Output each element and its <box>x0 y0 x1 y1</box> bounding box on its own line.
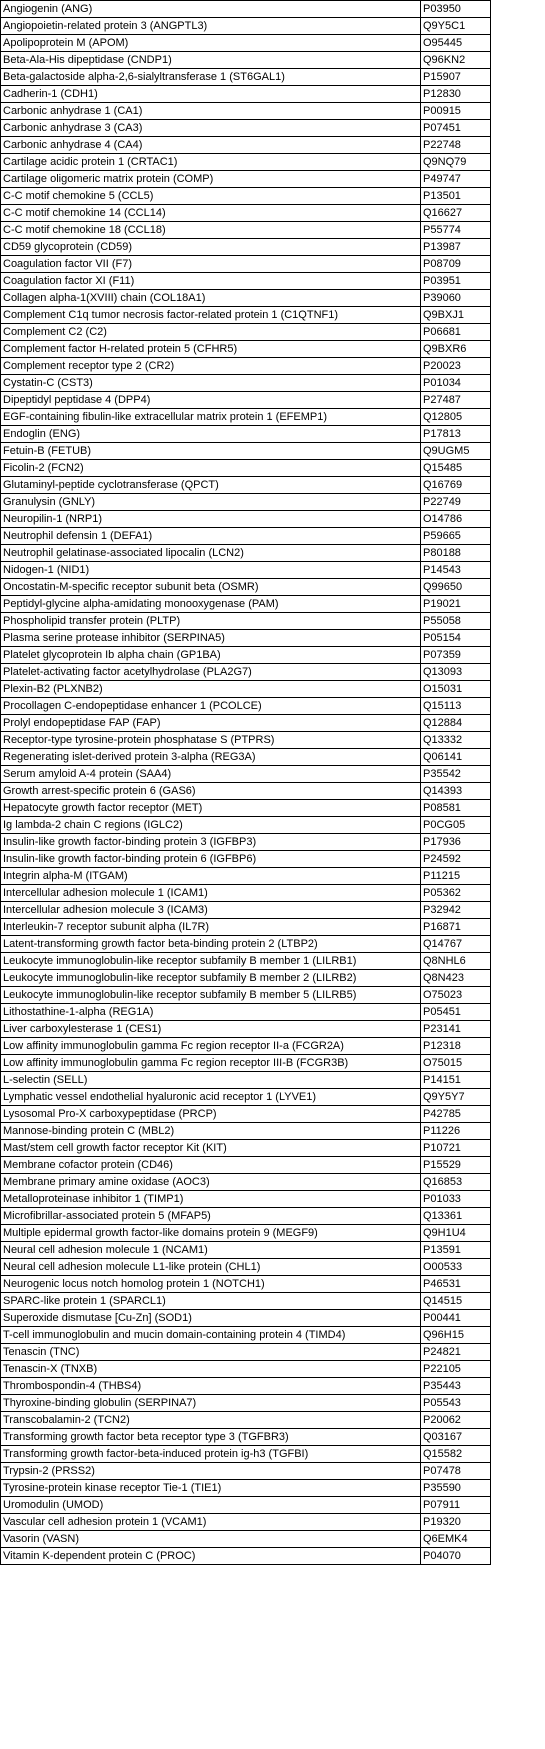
table-row <box>1 1497 491 1514</box>
protein-name-cell: Superoxide dismutase [Cu-Zn] (SOD1) <box>1 1310 421 1327</box>
protein-name-cell: Angiopoietin-related protein 3 (ANGPTL3) <box>1 18 421 35</box>
table-row <box>1 613 491 630</box>
protein-name-cell: Nidogen-1 (NID1) <box>1 562 421 579</box>
protein-name-cell: Phospholipid transfer protein (PLTP) <box>1 613 421 630</box>
table-row <box>1 1021 491 1038</box>
table-row <box>1 35 491 52</box>
protein-name-cell: Transforming growth factor-beta-induced protein ig-h3 (TGFBI) <box>1 1446 421 1463</box>
protein-name-cell: C-C motif chemokine 14 (CCL14) <box>1 205 421 222</box>
table-row <box>1 171 491 188</box>
table-row <box>1 426 491 443</box>
uniprot-id-cell: P22748 <box>421 137 491 154</box>
protein-name-cell: Cystatin-C (CST3) <box>1 375 421 392</box>
table-row <box>1 1259 491 1276</box>
uniprot-id-cell: P08581 <box>421 800 491 817</box>
protein-name-cell: Granulysin (GNLY) <box>1 494 421 511</box>
table-row <box>1 1293 491 1310</box>
table-row <box>1 409 491 426</box>
protein-name-cell: Procollagen C-endopeptidase enhancer 1 (PCOLCE) <box>1 698 421 715</box>
table-row <box>1 1429 491 1446</box>
protein-name-cell: Tenascin-X (TNXB) <box>1 1361 421 1378</box>
table-row <box>1 1531 491 1548</box>
table-row <box>1 817 491 834</box>
uniprot-id-cell: P49747 <box>421 171 491 188</box>
protein-name-cell: Mast/stem cell growth factor receptor Kit (KIT) <box>1 1140 421 1157</box>
protein-name-cell: Cartilage acidic protein 1 (CRTAC1) <box>1 154 421 171</box>
protein-name-cell: Mannose-binding protein C (MBL2) <box>1 1123 421 1140</box>
table-row <box>1 1072 491 1089</box>
uniprot-id-cell: P16871 <box>421 919 491 936</box>
table-row <box>1 205 491 222</box>
uniprot-id-cell: Q9H1U4 <box>421 1225 491 1242</box>
uniprot-id-cell: Q12805 <box>421 409 491 426</box>
uniprot-id-cell: P06681 <box>421 324 491 341</box>
table-row <box>1 1191 491 1208</box>
protein-name-cell: Serum amyloid A-4 protein (SAA4) <box>1 766 421 783</box>
table-row <box>1 1378 491 1395</box>
table-row <box>1 1004 491 1021</box>
uniprot-id-cell: Q9BXJ1 <box>421 307 491 324</box>
table-row <box>1 443 491 460</box>
protein-name-cell: Leukocyte immunoglobulin-like receptor subfamily B member 2 (LILRB2) <box>1 970 421 987</box>
uniprot-id-cell: Q8NHL6 <box>421 953 491 970</box>
uniprot-id-cell: O15031 <box>421 681 491 698</box>
uniprot-id-cell: P00441 <box>421 1310 491 1327</box>
table-row <box>1 222 491 239</box>
protein-name-cell: C-C motif chemokine 5 (CCL5) <box>1 188 421 205</box>
table-row <box>1 188 491 205</box>
table-row <box>1 137 491 154</box>
protein-name-cell: EGF-containing fibulin-like extracellular matrix protein 1 (EFEMP1) <box>1 409 421 426</box>
protein-name-cell: Thrombospondin-4 (THBS4) <box>1 1378 421 1395</box>
table-row <box>1 1106 491 1123</box>
uniprot-id-cell: Q12884 <box>421 715 491 732</box>
uniprot-id-cell: P07359 <box>421 647 491 664</box>
uniprot-id-cell: P17813 <box>421 426 491 443</box>
table-row <box>1 1463 491 1480</box>
protein-name-cell: Membrane cofactor protein (CD46) <box>1 1157 421 1174</box>
table-row <box>1 324 491 341</box>
uniprot-id-cell: Q9Y5C1 <box>421 18 491 35</box>
table-row <box>1 528 491 545</box>
uniprot-id-cell: Q16853 <box>421 1174 491 1191</box>
table-row <box>1 460 491 477</box>
protein-name-cell: Vasorin (VASN) <box>1 1531 421 1548</box>
table-row <box>1 69 491 86</box>
table-row <box>1 834 491 851</box>
uniprot-id-cell: P55774 <box>421 222 491 239</box>
protein-name-cell: Lithostathine-1-alpha (REG1A) <box>1 1004 421 1021</box>
protein-name-cell: Integrin alpha-M (ITGAM) <box>1 868 421 885</box>
protein-name-cell: Leukocyte immunoglobulin-like receptor subfamily B member 5 (LILRB5) <box>1 987 421 1004</box>
protein-name-cell: Angiogenin (ANG) <box>1 1 421 18</box>
table-row <box>1 800 491 817</box>
table-row <box>1 1089 491 1106</box>
table-row <box>1 307 491 324</box>
protein-name-cell: Plasma serine protease inhibitor (SERPINA5) <box>1 630 421 647</box>
table-row <box>1 1 491 18</box>
table-row <box>1 86 491 103</box>
uniprot-id-cell: O00533 <box>421 1259 491 1276</box>
uniprot-id-cell: P80188 <box>421 545 491 562</box>
uniprot-id-cell: Q03167 <box>421 1429 491 1446</box>
uniprot-id-cell: P07911 <box>421 1497 491 1514</box>
uniprot-id-cell: Q9NQ79 <box>421 154 491 171</box>
uniprot-id-cell: P05154 <box>421 630 491 647</box>
uniprot-id-cell: P22105 <box>421 1361 491 1378</box>
protein-name-cell: Lysosomal Pro-X carboxypeptidase (PRCP) <box>1 1106 421 1123</box>
uniprot-id-cell: Q16769 <box>421 477 491 494</box>
uniprot-id-cell: P13987 <box>421 239 491 256</box>
table-row <box>1 851 491 868</box>
uniprot-id-cell: Q9Y5Y7 <box>421 1089 491 1106</box>
uniprot-id-cell: O75023 <box>421 987 491 1004</box>
protein-name-cell: Lymphatic vessel endothelial hyaluronic acid receptor 1 (LYVE1) <box>1 1089 421 1106</box>
protein-name-cell: Complement C1q tumor necrosis factor-related protein 1 (C1QTNF1) <box>1 307 421 324</box>
protein-name-cell: Apolipoprotein M (APOM) <box>1 35 421 52</box>
uniprot-id-cell: P13501 <box>421 188 491 205</box>
table-row <box>1 1225 491 1242</box>
protein-name-cell: Low affinity immunoglobulin gamma Fc region receptor III-B (FCGR3B) <box>1 1055 421 1072</box>
uniprot-id-cell: Q9BXR6 <box>421 341 491 358</box>
uniprot-id-cell: P04070 <box>421 1548 491 1565</box>
uniprot-id-cell: Q15485 <box>421 460 491 477</box>
uniprot-id-cell: Q06141 <box>421 749 491 766</box>
table-row <box>1 256 491 273</box>
table-row <box>1 1344 491 1361</box>
protein-name-cell: SPARC-like protein 1 (SPARCL1) <box>1 1293 421 1310</box>
protein-name-cell: Latent-transforming growth factor beta-binding protein 2 (LTBP2) <box>1 936 421 953</box>
uniprot-id-cell: P15529 <box>421 1157 491 1174</box>
protein-name-cell: Growth arrest-specific protein 6 (GAS6) <box>1 783 421 800</box>
protein-name-cell: Platelet-activating factor acetylhydrolase (PLA2G7) <box>1 664 421 681</box>
uniprot-id-cell: Q9UGM5 <box>421 443 491 460</box>
table-row <box>1 783 491 800</box>
uniprot-id-cell: P32942 <box>421 902 491 919</box>
protein-name-cell: Low affinity immunoglobulin gamma Fc region receptor II-a (FCGR2A) <box>1 1038 421 1055</box>
table-row <box>1 120 491 137</box>
protein-name-cell: Coagulation factor VII (F7) <box>1 256 421 273</box>
uniprot-id-cell: P20062 <box>421 1412 491 1429</box>
uniprot-id-cell: P10721 <box>421 1140 491 1157</box>
protein-name-cell: Insulin-like growth factor-binding protein 6 (IGFBP6) <box>1 851 421 868</box>
table-row <box>1 1548 491 1565</box>
protein-name-cell: Dipeptidyl peptidase 4 (DPP4) <box>1 392 421 409</box>
table-row <box>1 273 491 290</box>
protein-name-cell: T-cell immunoglobulin and mucin domain-containing protein 4 (TIMD4) <box>1 1327 421 1344</box>
uniprot-id-cell: O95445 <box>421 35 491 52</box>
table-row <box>1 1327 491 1344</box>
uniprot-id-cell: P11226 <box>421 1123 491 1140</box>
table-row <box>1 545 491 562</box>
uniprot-id-cell: P19021 <box>421 596 491 613</box>
table-row <box>1 919 491 936</box>
uniprot-id-cell: P12318 <box>421 1038 491 1055</box>
uniprot-id-cell: P12830 <box>421 86 491 103</box>
uniprot-id-cell: P35542 <box>421 766 491 783</box>
protein-name-cell: Insulin-like growth factor-binding protein 3 (IGFBP3) <box>1 834 421 851</box>
table-row <box>1 494 491 511</box>
table-row <box>1 1276 491 1293</box>
protein-name-cell: Interleukin-7 receptor subunit alpha (IL7R) <box>1 919 421 936</box>
uniprot-id-cell: P39060 <box>421 290 491 307</box>
uniprot-id-cell: P07478 <box>421 1463 491 1480</box>
protein-name-cell: Oncostatin-M-specific receptor subunit beta (OSMR) <box>1 579 421 596</box>
table-row <box>1 579 491 596</box>
table-row <box>1 1242 491 1259</box>
uniprot-id-cell: Q13361 <box>421 1208 491 1225</box>
table-row <box>1 358 491 375</box>
table-row <box>1 18 491 35</box>
table-row <box>1 749 491 766</box>
protein-name-cell: Transcobalamin-2 (TCN2) <box>1 1412 421 1429</box>
uniprot-id-cell: P17936 <box>421 834 491 851</box>
protein-name-cell: Regenerating islet-derived protein 3-alpha (REG3A) <box>1 749 421 766</box>
table-row <box>1 375 491 392</box>
uniprot-id-cell: Q14515 <box>421 1293 491 1310</box>
uniprot-id-cell: Q16627 <box>421 205 491 222</box>
table-row <box>1 1038 491 1055</box>
uniprot-id-cell: Q15582 <box>421 1446 491 1463</box>
uniprot-id-cell: Q15113 <box>421 698 491 715</box>
protein-name-cell: Glutaminyl-peptide cyclotransferase (QPCT) <box>1 477 421 494</box>
uniprot-id-cell: P07451 <box>421 120 491 137</box>
table-row <box>1 647 491 664</box>
uniprot-id-cell: Q6EMK4 <box>421 1531 491 1548</box>
protein-name-cell: Neuropilin-1 (NRP1) <box>1 511 421 528</box>
protein-name-cell: Ig lambda-2 chain C regions (IGLC2) <box>1 817 421 834</box>
protein-name-cell: Complement receptor type 2 (CR2) <box>1 358 421 375</box>
uniprot-id-cell: Q8N423 <box>421 970 491 987</box>
uniprot-id-cell: Q99650 <box>421 579 491 596</box>
protein-name-cell: Uromodulin (UMOD) <box>1 1497 421 1514</box>
table-row <box>1 936 491 953</box>
table-row <box>1 477 491 494</box>
table-row <box>1 511 491 528</box>
table-row <box>1 766 491 783</box>
table-row <box>1 732 491 749</box>
uniprot-id-cell: P11215 <box>421 868 491 885</box>
uniprot-id-cell: O75015 <box>421 1055 491 1072</box>
uniprot-id-cell: P05362 <box>421 885 491 902</box>
protein-name-cell: Plexin-B2 (PLXNB2) <box>1 681 421 698</box>
uniprot-id-cell: O14786 <box>421 511 491 528</box>
uniprot-id-cell: P59665 <box>421 528 491 545</box>
uniprot-id-cell: P01034 <box>421 375 491 392</box>
protein-name-cell: Cadherin-1 (CDH1) <box>1 86 421 103</box>
table-row <box>1 970 491 987</box>
protein-name-cell: Prolyl endopeptidase FAP (FAP) <box>1 715 421 732</box>
uniprot-id-cell: P08709 <box>421 256 491 273</box>
uniprot-id-cell: P05543 <box>421 1395 491 1412</box>
uniprot-id-cell: Q96H15 <box>421 1327 491 1344</box>
protein-name-cell: C-C motif chemokine 18 (CCL18) <box>1 222 421 239</box>
uniprot-id-cell: P01033 <box>421 1191 491 1208</box>
protein-name-cell: Vascular cell adhesion protein 1 (VCAM1) <box>1 1514 421 1531</box>
protein-table-body <box>1 1 491 1565</box>
protein-name-cell: Ficolin-2 (FCN2) <box>1 460 421 477</box>
protein-name-cell: Neural cell adhesion molecule 1 (NCAM1) <box>1 1242 421 1259</box>
protein-name-cell: Collagen alpha-1(XVIII) chain (COL18A1) <box>1 290 421 307</box>
uniprot-id-cell: P42785 <box>421 1106 491 1123</box>
protein-name-cell: Membrane primary amine oxidase (AOC3) <box>1 1174 421 1191</box>
protein-name-cell: Carbonic anhydrase 1 (CA1) <box>1 103 421 120</box>
protein-name-cell: Metalloproteinase inhibitor 1 (TIMP1) <box>1 1191 421 1208</box>
protein-name-cell: Intercellular adhesion molecule 3 (ICAM3) <box>1 902 421 919</box>
table-row <box>1 1480 491 1497</box>
table-row <box>1 987 491 1004</box>
table-row <box>1 290 491 307</box>
uniprot-id-cell: P14151 <box>421 1072 491 1089</box>
protein-name-cell: Neutrophil defensin 1 (DEFA1) <box>1 528 421 545</box>
protein-name-cell: Neutrophil gelatinase-associated lipocalin (LCN2) <box>1 545 421 562</box>
uniprot-id-cell: P20023 <box>421 358 491 375</box>
table-row <box>1 698 491 715</box>
table-row <box>1 1361 491 1378</box>
protein-name-cell: Endoglin (ENG) <box>1 426 421 443</box>
protein-name-cell: Leukocyte immunoglobulin-like receptor subfamily B member 1 (LILRB1) <box>1 953 421 970</box>
table-row <box>1 1140 491 1157</box>
uniprot-id-cell: P24821 <box>421 1344 491 1361</box>
table-row <box>1 1310 491 1327</box>
protein-name-cell: Tyrosine-protein kinase receptor Tie-1 (TIE1) <box>1 1480 421 1497</box>
table-row <box>1 1157 491 1174</box>
protein-name-cell: Receptor-type tyrosine-protein phosphatase S (PTPRS) <box>1 732 421 749</box>
table-row <box>1 1174 491 1191</box>
uniprot-id-cell: P46531 <box>421 1276 491 1293</box>
uniprot-id-cell: Q96KN2 <box>421 52 491 69</box>
table-row <box>1 1395 491 1412</box>
protein-name-cell: CD59 glycoprotein (CD59) <box>1 239 421 256</box>
table-row <box>1 239 491 256</box>
uniprot-id-cell: P03950 <box>421 1 491 18</box>
table-row <box>1 596 491 613</box>
table-row <box>1 1055 491 1072</box>
uniprot-id-cell: P19320 <box>421 1514 491 1531</box>
protein-name-cell: Multiple epidermal growth factor-like domains protein 9 (MEGF9) <box>1 1225 421 1242</box>
protein-name-cell: Intercellular adhesion molecule 1 (ICAM1) <box>1 885 421 902</box>
protein-name-cell: Hepatocyte growth factor receptor (MET) <box>1 800 421 817</box>
protein-name-cell: Coagulation factor XI (F11) <box>1 273 421 290</box>
protein-name-cell: Vitamin K-dependent protein C (PROC) <box>1 1548 421 1565</box>
uniprot-id-cell: P22749 <box>421 494 491 511</box>
uniprot-id-cell: Q13093 <box>421 664 491 681</box>
table-row <box>1 630 491 647</box>
uniprot-id-cell: P05451 <box>421 1004 491 1021</box>
protein-name-cell: L-selectin (SELL) <box>1 1072 421 1089</box>
protein-name-cell: Platelet glycoprotein Ib alpha chain (GP1BA) <box>1 647 421 664</box>
table-row <box>1 902 491 919</box>
protein-name-cell: Beta-Ala-His dipeptidase (CNDP1) <box>1 52 421 69</box>
table-row <box>1 562 491 579</box>
table-row <box>1 52 491 69</box>
uniprot-id-cell: P27487 <box>421 392 491 409</box>
protein-name-cell: Neurogenic locus notch homolog protein 1 (NOTCH1) <box>1 1276 421 1293</box>
uniprot-id-cell: P55058 <box>421 613 491 630</box>
uniprot-id-cell: P13591 <box>421 1242 491 1259</box>
uniprot-id-cell: P23141 <box>421 1021 491 1038</box>
protein-name-cell: Carbonic anhydrase 3 (CA3) <box>1 120 421 137</box>
uniprot-id-cell: Q14767 <box>421 936 491 953</box>
protein-name-cell: Transforming growth factor beta receptor type 3 (TGFBR3) <box>1 1429 421 1446</box>
table-row <box>1 1514 491 1531</box>
protein-name-cell: Tenascin (TNC) <box>1 1344 421 1361</box>
protein-name-cell: Thyroxine-binding globulin (SERPINA7) <box>1 1395 421 1412</box>
protein-name-cell: Beta-galactoside alpha-2,6-sialyltransferase 1 (ST6GAL1) <box>1 69 421 86</box>
table-row <box>1 392 491 409</box>
uniprot-id-cell: P35590 <box>421 1480 491 1497</box>
uniprot-id-cell: Q13332 <box>421 732 491 749</box>
uniprot-id-cell: P00915 <box>421 103 491 120</box>
uniprot-id-cell: Q14393 <box>421 783 491 800</box>
uniprot-id-cell: P03951 <box>421 273 491 290</box>
protein-name-cell: Microfibrillar-associated protein 5 (MFAP5) <box>1 1208 421 1225</box>
protein-name-cell: Trypsin-2 (PRSS2) <box>1 1463 421 1480</box>
uniprot-id-cell: P0CG05 <box>421 817 491 834</box>
uniprot-id-cell: P14543 <box>421 562 491 579</box>
table-row <box>1 1208 491 1225</box>
table-row <box>1 1412 491 1429</box>
table-row <box>1 341 491 358</box>
table-row <box>1 103 491 120</box>
table-row <box>1 715 491 732</box>
table-row <box>1 154 491 171</box>
table-row <box>1 953 491 970</box>
table-row <box>1 885 491 902</box>
uniprot-id-cell: P24592 <box>421 851 491 868</box>
table-row <box>1 868 491 885</box>
protein-name-cell: Neural cell adhesion molecule L1-like protein (CHL1) <box>1 1259 421 1276</box>
protein-name-cell: Cartilage oligomeric matrix protein (COMP) <box>1 171 421 188</box>
protein-name-cell: Complement factor H-related protein 5 (CFHR5) <box>1 341 421 358</box>
protein-name-cell: Peptidyl-glycine alpha-amidating monooxygenase (PAM) <box>1 596 421 613</box>
protein-name-cell: Fetuin-B (FETUB) <box>1 443 421 460</box>
protein-name-cell: Carbonic anhydrase 4 (CA4) <box>1 137 421 154</box>
uniprot-id-cell: P15907 <box>421 69 491 86</box>
protein-name-cell: Complement C2 (C2) <box>1 324 421 341</box>
table-row <box>1 1123 491 1140</box>
protein-name-cell: Liver carboxylesterase 1 (CES1) <box>1 1021 421 1038</box>
uniprot-id-cell: P35443 <box>421 1378 491 1395</box>
table-row <box>1 664 491 681</box>
table-row <box>1 1446 491 1463</box>
table-row <box>1 681 491 698</box>
